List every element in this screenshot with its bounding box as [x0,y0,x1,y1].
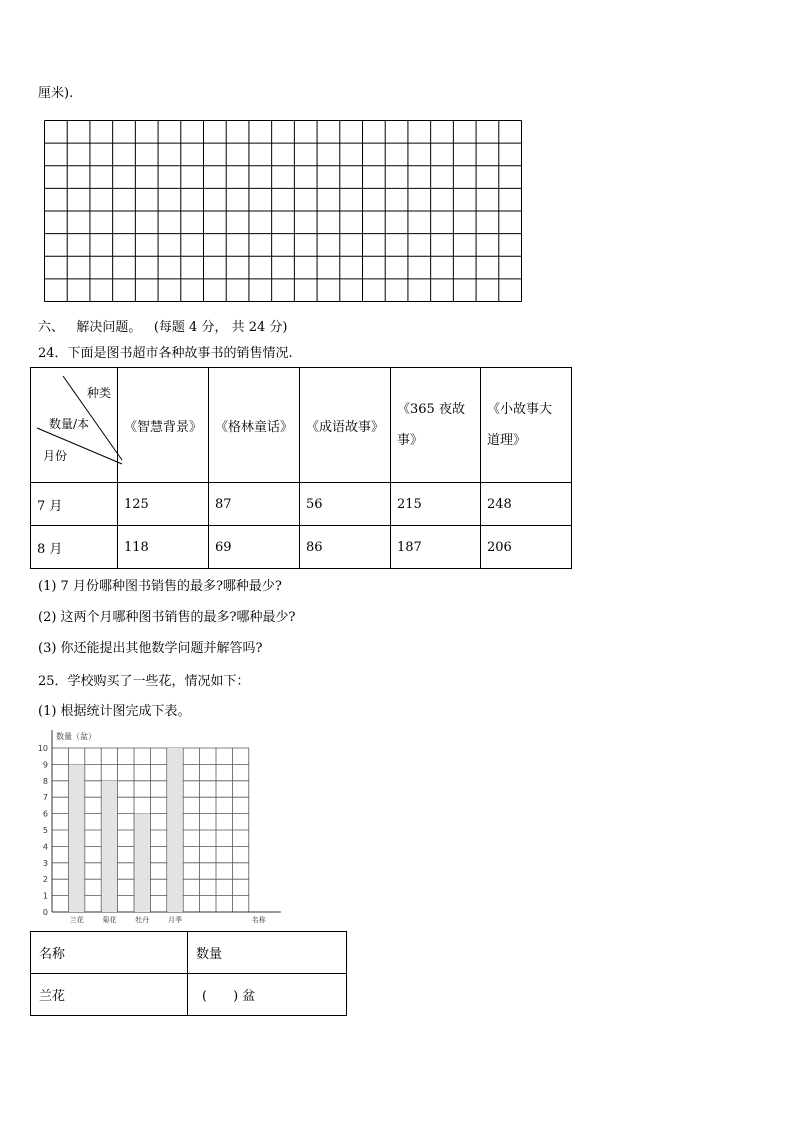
section-heading [38,316,287,335]
y-tick-label: 4 [42,842,48,852]
y-tick-label: 10 [37,744,48,753]
value-cell: 125 [118,483,209,526]
flower-qty-cell[interactable] [188,974,347,1016]
question-24-stem: 24．下面是图书超市各种故事书的销售情况. [38,346,293,361]
book-header-cell [209,368,300,483]
book-header-cell [300,368,391,483]
flower-name-cell: 兰花 [31,974,188,1016]
x-category-label: 月季 [168,916,182,924]
subquestion-2: (2) 这两个月哪种图书销售的最多?哪种最少? [38,610,296,625]
book-title-line: 道理》 [487,433,527,448]
book-title: 《格林童话》 [215,419,294,435]
book-header-cell [481,368,572,483]
y-tick-label: 0 [42,908,48,917]
flower-bar-chart [30,726,266,926]
subquestion-1: (1) 7 月份哪种图书销售的最多?哪种最少? [38,579,282,594]
header-month-label: 月份 [43,449,68,463]
bar-2 [102,781,117,912]
book-title-line: 事》 [397,433,424,448]
y-tick-label: 8 [42,776,48,786]
y-tick-label: 9 [42,760,48,770]
flower-table [30,931,347,1016]
y-tick-label: 6 [42,809,48,819]
value-cell: 206 [481,526,572,569]
x-axis-label: 名称 [251,916,266,924]
month-cell: 8 月 [31,526,118,569]
value-cell: 187 [391,526,481,569]
value-cell: 87 [209,483,300,526]
book-header-cell [118,368,209,483]
x-category-label: 菊花 [102,916,117,924]
diagonal-header-cell [31,368,118,483]
y-tick-label: 5 [42,826,48,835]
y-tick-label: 1 [42,891,48,901]
book-title-line: 《365 夜故 [397,402,465,417]
table-row [31,483,572,526]
header-kind-label: 种类 [87,386,112,400]
section-title: 解决问题。 [76,320,142,335]
value-cell: 56 [300,483,391,526]
header-quantity-label: 数量/本 [49,417,90,431]
book-sales-table [30,367,572,569]
month-cell: 7 月 [31,483,118,526]
y-tick-label: 3 [42,858,48,868]
value-cell: 215 [391,483,481,526]
bar-1 [69,764,84,912]
question-25-stem: 25．学校购买了一些花，情况如下： [38,674,250,689]
bar-3 [135,814,150,912]
value-cell: 86 [300,526,391,569]
continued-text: 厘米). [38,86,74,101]
table-row [31,526,572,569]
value-cell: 118 [118,526,209,569]
flower-header-name: 名称 [31,932,188,974]
value-cell: 248 [481,483,572,526]
subquestion-3: (3) 你还能提出其他数学问题并解答吗? [38,641,263,656]
book-header-cell [391,368,481,483]
y-tick-label: 7 [42,793,48,803]
question-25-sub1: (1) 根据统计图完成下表。 [38,704,191,719]
y-axis-label: 数量（盆） [56,732,96,741]
x-category-label: 牡丹 [135,916,150,924]
drawing-grid [44,120,522,302]
x-category-label: 兰花 [69,916,84,924]
value-cell: 69 [209,526,300,569]
book-title: 《智慧背景》 [124,419,203,435]
bar-4 [167,748,182,912]
table-row [31,974,347,1016]
flower-qty-blank: ( ) 盆 [202,989,256,1004]
section-number: 六、 [38,320,65,335]
flower-header-qty: 数量 [188,932,347,974]
book-title-line: 《小故事大 [487,402,553,417]
book-title: 《成语故事》 [306,419,385,435]
y-tick-label: 2 [42,875,48,885]
section-note: (每题 4 分， 共 24 分) [153,320,288,335]
